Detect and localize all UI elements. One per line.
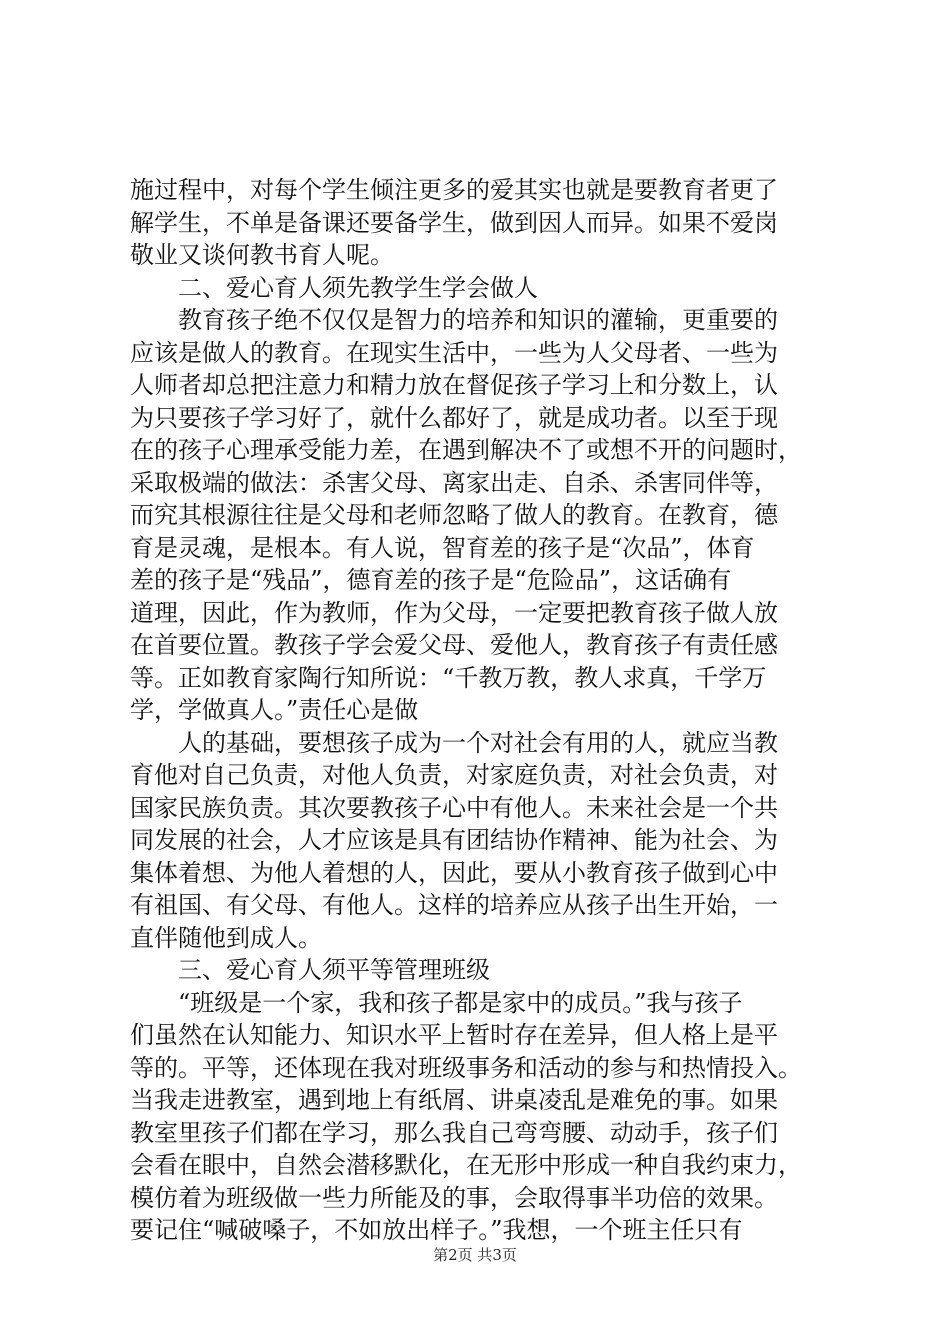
text-line: 二、爱心育人须先教学生学会做人 [178, 273, 538, 302]
text-line: 施过程中，对每个学生倾注更多的爱其实也就是要教育者更了 [130, 176, 778, 204]
text-line: 为只要孩子学习好了，就什么都好了，就是成功者。以至于现 [130, 403, 778, 432]
text-line: 模仿着为班级做一些力所能及的事，会取得事半功倍的效果。 [130, 1183, 778, 1212]
text-line: 们虽然在认知能力、知识水平上暂时存在差异，但人格上是平 [130, 1021, 778, 1049]
text-line: 育他对自己负责，对他人负责，对家庭负责，对社会负责，对 [130, 761, 778, 789]
text-line: 采取极端的做法：杀害父母、离家出走、自杀、杀害同伴等， [130, 468, 778, 497]
text-line: 人的基础，要想孩子成为一个对社会有用的人，就应当教 [178, 728, 778, 757]
text-line: 在首要位置。教孩子学会爱父母、爱他人，教育孩子有责任感 [130, 631, 778, 659]
text-line: “班级是一个家，我和孩子都是家中的成员。”我与孩子 [178, 988, 743, 1017]
text-line: 等。正如教育家陶行知所说：“千教万教，教人求真，千学万 [130, 663, 767, 692]
text-line: 当我走进教室，遇到地上有纸屑、讲桌凌乱是难免的事。如果 [130, 1086, 778, 1114]
text-line: 要记住“喊破嗓子，不如放出样子。”我想，一个班主任只有 [130, 1216, 743, 1244]
text-line: 人师者却总把注意力和精力放在督促孩子学习上和分数上，认 [130, 371, 778, 399]
body-text [130, 174, 830, 1247]
text-line: 道理，因此，作为教师，作为父母，一定要把教育孩子做人放 [130, 598, 778, 627]
text-line: 育是灵魂，是根本。有人说，智育差的孩子是“次品”，体育 [130, 533, 755, 562]
text-line: 而究其根源往往是父母和老师忽略了做人的教育。在教育，德 [130, 501, 778, 529]
text-line: 有祖国、有父母、有他人。这样的培养应从孩子出生开始，一 [130, 891, 778, 919]
text-line: 等的。平等，还体现在我对班级事务和活动的参与和热情投入。 [130, 1053, 802, 1082]
text-line: 集体着想、为他人着想的人，因此，要从小教育孩子做到心中 [130, 858, 778, 887]
text-line: 学，学做真人。”责任心是做 [130, 696, 419, 724]
page-footer: 第2页 共3页 [433, 1246, 517, 1264]
text-line: 教育孩子绝不仅仅是智力的培养和知识的灌输，更重要的 [178, 306, 778, 334]
text-line: 敬业又谈何教书育人呢。 [130, 241, 394, 269]
text-line: 同发展的社会，人才应该是具有团结协作精神、能为社会、为 [130, 826, 778, 854]
text-line: 国家民族负责。其次要教孩子心中有他人。未来社会是一个共 [130, 793, 778, 822]
text-line: 直伴随他到成人。 [130, 923, 322, 952]
text-line: 三、爱心育人须平等管理班级 [178, 956, 490, 984]
text-line: 差的孩子是“残品”，德育差的孩子是“危险品”，这话确有 [130, 566, 732, 594]
text-line: 在的孩子心理承受能力差，在遇到解决不了或想不开的问题时， [130, 436, 802, 464]
text-line: 应该是做人的教育。在现实生活中，一些为人父母者、一些为 [130, 338, 778, 367]
text-line: 教室里孩子们都在学习，那么我自己弯弯腰、动动手，孩子们 [130, 1118, 778, 1147]
text-line: 解学生，不单是备课还要备学生，做到因人而异。如果不爱岗 [130, 208, 778, 237]
text-line: 会看在眼中，自然会潜移默化，在无形中形成一种自我约束力， [130, 1151, 802, 1179]
